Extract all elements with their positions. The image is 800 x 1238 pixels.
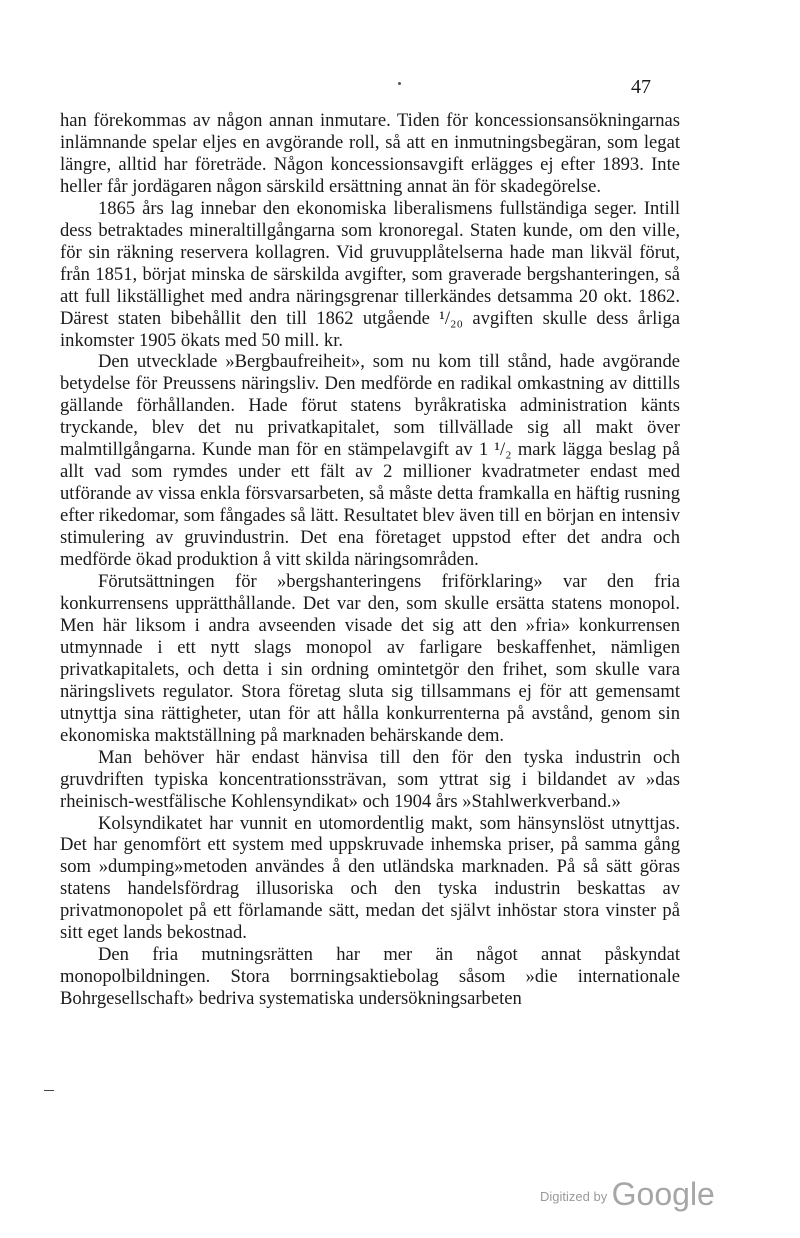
margin-mark bbox=[44, 1090, 54, 1091]
page-number: 47 bbox=[631, 76, 651, 98]
paragraph: han förekommas av någon annan inmutare. Tiden för koncessionsansökningarnas inlämnande spelar eljes en avgörande roll, så att en inmutningsbegäran, som legat längre, alltid har företräde. Någon koncessionsavgift erlägges ej efter 1893. Inte heller får jordägaren någon särskild ersättning annat än för skadegörelse. bbox=[60, 110, 680, 197]
paragraph: 1865 års lag innebar den ekonomiska liberalismens fullständiga seger. Intill dess betraktades mineraltillgångarna som kronoregal. Staten kunde, om den ville, för sin räkning reservera kollagren. Vid gruvupplåtelserna hade man likväl förut, från 1851, börjat minska de särskilda avgifter, som graverade bergshanteringen, så att full likställighet med andra näringsgrenar tillerkändes detsamma 20 okt. 1862. Därest staten bibehållit den till 1862 utgående ¹/₂₀ avgiften skulle dess årliga inkomster 1905 ökats med 50 mill. kr. bbox=[60, 197, 680, 351]
paragraph: Kolsyndikatet har vunnit en utomordentlig makt, som hänsynslöst utnyttjas. Det har genomfört ett system med uppskruvade inhemska priser, på samma gång som »dumping»metoden användes å den utländska marknaden. På så sätt göras statens handelsfördrag illusoriska och den tyska industrin beskattas av privatmonopolet på ett förlamande sätt, medan det självt inhöstar stora vinster på sitt eget lands bekostnad. bbox=[60, 812, 680, 944]
digitized-by-google-watermark bbox=[540, 1176, 715, 1213]
paragraph: Den fria mutningsrätten har mer än något annat påskyndat monopolbildningen. Stora borrningsaktiebolag såsom »die internationale Bohrgesellschaft» bedriva systematiska undersökningsarbeten bbox=[60, 944, 680, 1010]
paragraph: Den utvecklade »Bergbaufreiheit», som nu kom till stånd, hade avgörande betydelse för Preussens näringsliv. Den medförde en radikal omkastning av dittills gällande förhållanden. Hade förut statens byråkratiska administration känts tryckande, blev det nu privatkapitalet, som tillvällade sig all makt över malmtillgångarna. Kunde man för en stämpelavgift av 1 ¹/₂ mark lägga beslag på allt vad som rymdes under ett fält av 2 millioner kvadratmeter endast med utförande av vissa enkla försvarsarbeten, så måste detta framkalla en häftig rusning efter rikedomar, som fångades så lätt. Resultatet blev även till en början en intensiv stimulering av gruvindustrin. Det ena företaget uppstod efter det andra och medförde ökad produktion å vitt skilda näringsområden. bbox=[60, 351, 680, 571]
watermark-brand: Google bbox=[611, 1176, 715, 1212]
body-text bbox=[60, 110, 680, 1010]
watermark-prefix: Digitized by bbox=[540, 1189, 608, 1204]
scan-speck bbox=[398, 82, 401, 85]
paragraph: Förutsättningen för »bergshanteringens friförklaring» var den fria konkurrensens upprätthållande. Det var den, som skulle ersätta statens monopol. Men här liksom i andra avseenden visade det sig att den »fria» konkurrensen utmynnade i ett nytt slags monopol av farligare beskaffenhet, nämligen privatkapitalets, och detta i sin ordning omintetgör den frihet, som skulle vara näringslivets regulator. Stora företag sluta sig tillsammans ej för att gemensamt utnyttja sina rättigheter, utan för att hålla konkurrenterna på avstånd, genom sin ekonomiska maktställning på marknaden behärskande dem. bbox=[60, 571, 680, 746]
paragraph: Man behöver här endast hänvisa till den för den tyska industrin och gruvdriften typiska koncentrationssträvan, som yttrat sig i bildandet av »das rheinisch-westfälische Kohlensyndikat» och 1904 års »Stahlwerkverband.» bbox=[60, 746, 680, 812]
